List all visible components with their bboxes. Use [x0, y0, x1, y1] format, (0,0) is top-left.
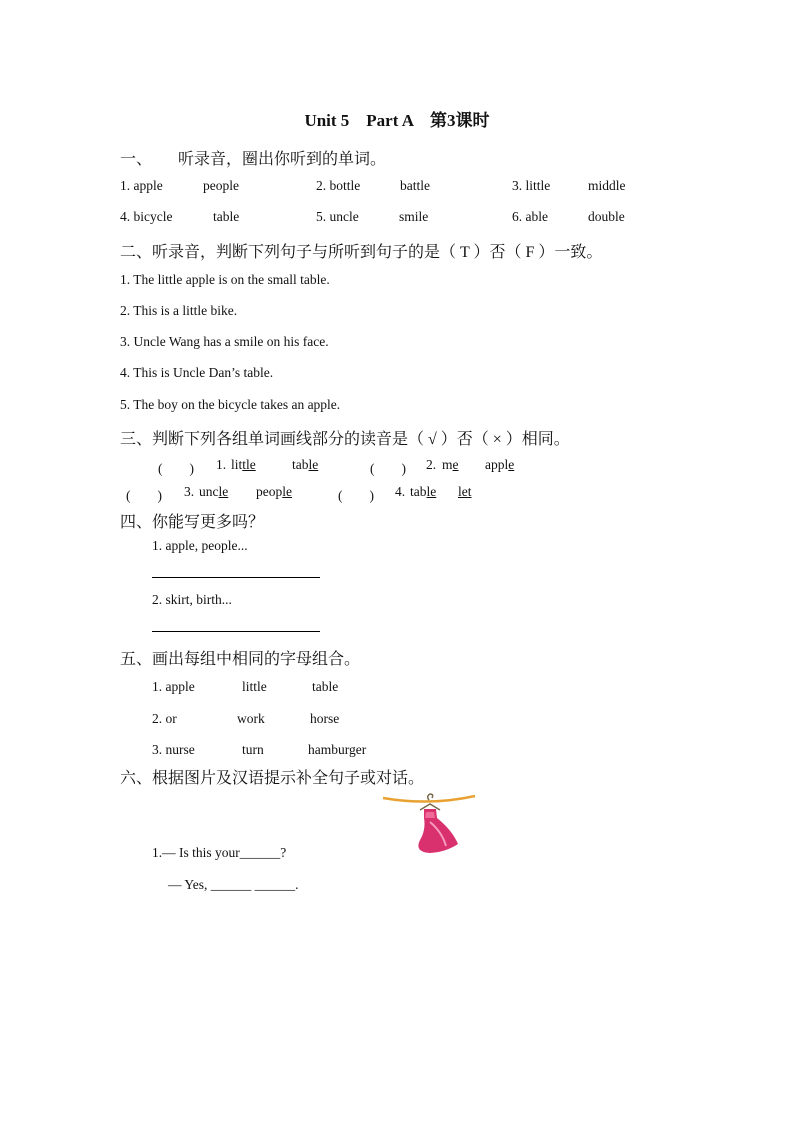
answer-bracket[interactable]: ( )	[370, 461, 406, 476]
word-plain: unc	[199, 484, 219, 499]
word-option: middle	[588, 178, 626, 193]
section-4-heading: 四、你能写更多吗？	[120, 514, 265, 531]
word-pair-item	[231, 457, 256, 473]
prompt-item: 1. apple, people...	[152, 538, 248, 553]
word-plain: peop	[256, 484, 283, 499]
underlined-letters: le	[426, 484, 437, 499]
word-pair-item	[442, 457, 459, 473]
question-number: 3.	[184, 484, 195, 499]
sentence-item: 1. The little apple is on the small table.	[120, 272, 330, 287]
dialogue-question: 1.— Is this your______?	[152, 845, 287, 860]
section-1-number: 一、	[120, 151, 153, 168]
underlined-letters: le	[218, 484, 229, 499]
answer-bracket[interactable]: ( )	[158, 461, 194, 476]
section-1-heading	[120, 146, 386, 169]
underlined-letters: e	[508, 457, 515, 472]
word-pair-item	[199, 484, 228, 500]
answer-bracket[interactable]: ( )	[126, 488, 162, 503]
word-option: smile	[399, 209, 429, 224]
word-option: work	[237, 711, 265, 726]
word-option: people	[203, 178, 239, 193]
word-plain: m	[442, 457, 453, 472]
word-option: table	[213, 209, 240, 224]
underlined-letters: le	[282, 484, 292, 499]
word-option: 4. bicycle	[120, 209, 173, 224]
word-plain: appl	[485, 457, 509, 472]
answer-bracket[interactable]: ( )	[338, 488, 374, 503]
word-option: little	[242, 679, 267, 694]
sentence-item: 2. This is a little bike.	[120, 303, 238, 318]
section-5-heading: 五、画出每组中相同的字母组合。	[120, 651, 361, 668]
question-number: 1.	[216, 457, 227, 472]
dress-on-hanger-icon	[380, 792, 480, 858]
word-option: 2. bottle	[316, 178, 361, 193]
word-option: 1. apple	[152, 679, 195, 694]
word-option: 2. or	[152, 711, 177, 726]
word-pair-item	[410, 484, 436, 500]
word-option: battle	[400, 178, 430, 193]
section-3-heading: 三、判断下列各组单词画线部分的读音是（ √ ）否（ × ）相同。	[120, 431, 570, 448]
word-option: 3. nurse	[152, 742, 195, 757]
section-1-text: 听录音，圈出你听到的单词。	[178, 151, 387, 168]
page-title: Unit 5 Part A 第3课时	[304, 111, 490, 130]
word-option: horse	[310, 711, 340, 726]
dress-picture	[380, 792, 480, 858]
word-pair-item	[485, 457, 514, 473]
word-pair-item	[292, 457, 318, 473]
word-option: 1. apple	[120, 178, 163, 193]
word-pair-item	[256, 484, 292, 500]
question-number: 4.	[395, 484, 406, 499]
sentence-item: 3. Uncle Wang has a smile on his face.	[120, 334, 329, 349]
section-6-heading: 六、根据图片及汉语提示补全句子或对话。	[120, 770, 425, 787]
question-number: 2.	[426, 457, 437, 472]
underlined-letters: tle	[242, 457, 256, 472]
answer-line[interactable]	[152, 577, 320, 578]
word-option: 5. uncle	[316, 209, 359, 224]
word-option: hamburger	[308, 742, 367, 757]
prompt-item: 2. skirt, birth...	[152, 592, 232, 607]
word-option: 6. able	[512, 209, 548, 224]
sentence-item: 5. The boy on the bicycle takes an apple.	[120, 397, 341, 412]
word-option: table	[312, 679, 339, 694]
word-plain: lit	[231, 457, 243, 472]
underlined-letters: le	[308, 457, 319, 472]
dialogue-answer: — Yes, ______ ______.	[168, 877, 299, 892]
underlined-letters: e	[452, 457, 459, 472]
word-option: turn	[242, 742, 264, 757]
word-option: 3. little	[512, 178, 551, 193]
sentence-item: 4. This is Uncle Dan’s table.	[120, 365, 274, 380]
word-plain: tab	[292, 457, 309, 472]
answer-line[interactable]	[152, 631, 320, 632]
section-2-heading: 二、听录音，判断下列句子与所听到句子的是（ T ）否（ F ）一致。	[120, 244, 603, 261]
word-plain: tab	[410, 484, 427, 499]
word-option: double	[588, 209, 625, 224]
underlined-letters: let	[458, 484, 472, 499]
word-pair-item	[458, 484, 472, 500]
